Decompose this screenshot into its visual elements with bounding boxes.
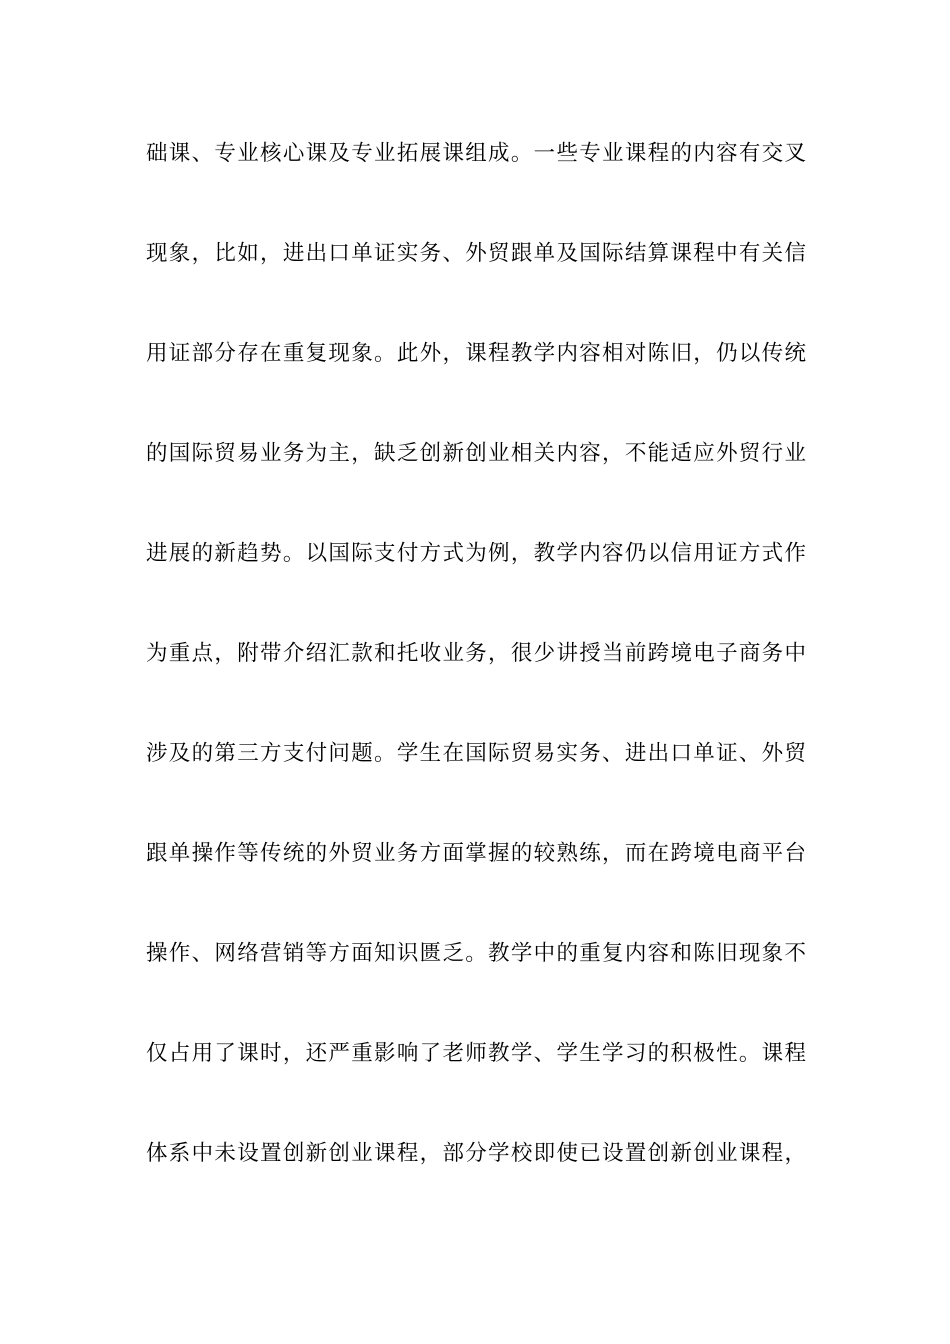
text-line: 现象，比如，进出口单证实务、外贸跟单及国际结算课程中有关信 [146, 241, 806, 266]
text-line: 操作、网络营销等方面知识匮乏。教学中的重复内容和陈旧现象不 [146, 941, 806, 966]
text-line: 跟单操作等传统的外贸业务方面掌握的较熟练，而在跨境电商平台 [146, 841, 806, 866]
text-line: 涉及的第三方支付问题。学生在国际贸易实务、进出口单证、外贸 [146, 741, 806, 766]
text-line: 体系中未设置创新创业课程，部分学校即使已设置创新创业课程， [146, 1141, 806, 1166]
text-line: 的国际贸易业务为主，缺乏创新创业相关内容，不能适应外贸行业 [146, 441, 806, 466]
text-line: 仅占用了课时，还严重影响了老师教学、学生学习的积极性。课程 [146, 1041, 806, 1066]
text-line: 为重点，附带介绍汇款和托收业务，很少讲授当前跨境电子商务中 [146, 641, 806, 666]
text-line: 础课、专业核心课及专业拓展课组成。一些专业课程的内容有交叉 [146, 141, 806, 166]
body-text [146, 132, 806, 1232]
text-line: 用证部分存在重复现象。此外，课程教学内容相对陈旧，仍以传统 [146, 341, 806, 366]
text-line: 进展的新趋势。以国际支付方式为例，教学内容仍以信用证方式作 [146, 541, 806, 566]
